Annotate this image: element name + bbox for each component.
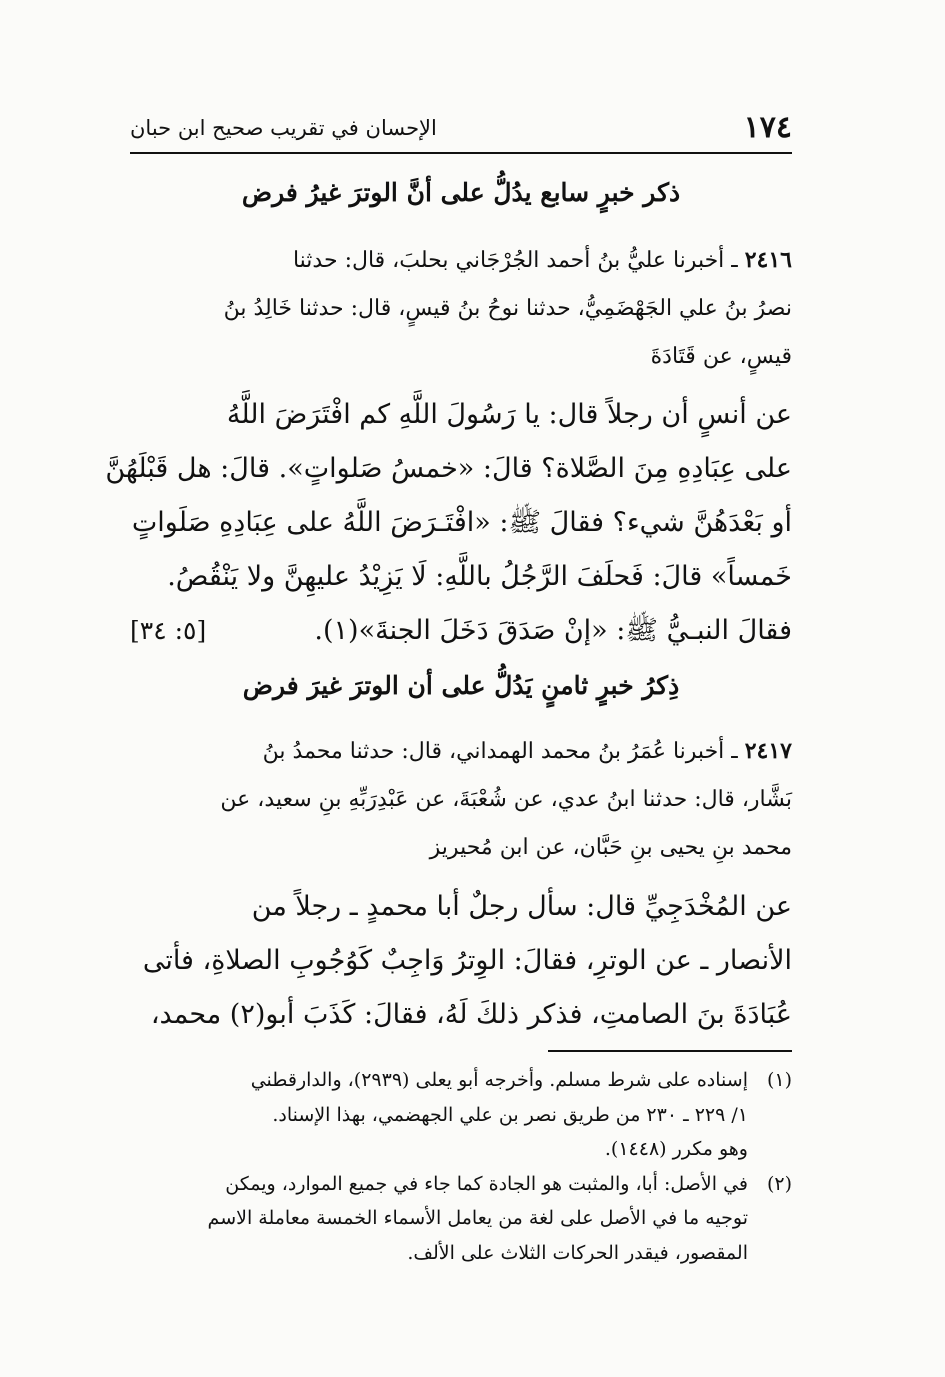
isnad-line: ٢٤١٧ ـ أخبرنا عُمَرُ بنُ محمد الهمداني، قال: حدثنا محمدُ بنُ bbox=[262, 738, 792, 764]
isnad-line: محمد بنِ يحيى بنِ حَبَّان، عن ابن مُحيريز bbox=[429, 835, 792, 860]
source-reference: [٥: ٣٤] bbox=[130, 616, 207, 645]
footnote-separator bbox=[548, 1050, 792, 1052]
section-heading-2: ذِكرُ خبرٍ ثامنٍ يَدُلُّ على أن الوترَ غيرَ فرض bbox=[242, 671, 680, 700]
matn-line: عن المُخْدَجِيِّ قال: سأل رجلٌ أبا محمدٍ ـ رجلاً من bbox=[251, 891, 792, 922]
hadith-number: ٢٤١٦ bbox=[744, 247, 792, 273]
isnad-line: بَشَّار، قال: حدثنا ابنُ عدي، عن شُعْبَةَ، عن عَبْدِرَبِّهِ بنِ سعيد، عن bbox=[220, 787, 792, 812]
matn-line-last: فقالَ النبـيُّ ﷺ: «إنْ صَدَقَ دَخَلَ الجنةَ»(١). [٥: ٣٤] bbox=[130, 604, 792, 658]
page-number: ١٧٤ bbox=[743, 110, 792, 145]
footnote-1 bbox=[130, 1063, 792, 1167]
matn-2416 bbox=[105, 388, 792, 658]
matn-line: خَمساً» قالَ: فَحلَفَ الرَّجُلُ باللَّهِ: لَا يَزِيْدُ عليهِنَّ ولا يَنْقُصُ. bbox=[167, 561, 792, 592]
footnote-text: في الأصل: أبا، والمثبت هو الجادة كما جاء في جميع الموارد، ويمكن توجيه ما في الأصل على لغة من يعامل الأسماء الخمسة معاملة الاسم المقصور، فيقدر الحركات الثلاث على الألف. bbox=[207, 1172, 748, 1264]
footnote-text: إسناده على شرط مسلم. وأخرجه أبو يعلى (٢٩٣٩)، والدارقطني ١/ ٢٢٩ ـ ٢٣٠ من طريق نصر بن علي الجهضمي، بهذا الإسناد. وهو مكرر (١٤٤٨). bbox=[250, 1069, 748, 1160]
footnote-2 bbox=[130, 1167, 792, 1271]
matn-line: أو بَعْدَهُنَّ شيء؟ فقالَ ﷺ: «افْتَـرَضَ اللَّهُ على عِبَادِهِ صَلَواتٍ bbox=[131, 507, 792, 538]
matn-line: الأنصار ـ عن الوترِ، فقالَ: الوِترُ وَاجِبٌ كَوُجُوبِ الصلاةِ، فأتى bbox=[142, 945, 792, 976]
footnote-marker: (١) bbox=[766, 1069, 792, 1091]
footnotes bbox=[130, 1063, 792, 1270]
section-heading-1: ذكر خبرٍ سابع يدُلُّ على أنَّ الوترَ غيرُ فرض bbox=[241, 178, 681, 207]
isnad-2416 bbox=[130, 236, 792, 381]
hadith-number: ٢٤١٧ bbox=[744, 738, 792, 764]
running-title: الإحسان في تقريب صحيح ابن حبان bbox=[130, 116, 437, 140]
matn-line: على عِبَادِهِ مِنَ الصَّلاة؟ قالَ: «خمسُ صَلواتٍ». قالَ: هل قَبْلَهُنَّ bbox=[105, 453, 792, 484]
page-header bbox=[130, 108, 792, 154]
isnad-2417 bbox=[130, 727, 792, 872]
matn-line: عُبَادَةَ بنَ الصامتِ، فذكر ذلكَ لَهُ، فقالَ: كَذَبَ أبو(٢) محمد، bbox=[150, 999, 792, 1030]
isnad-line: ٢٤١٦ ـ أخبرنا عليُّ بنُ أحمد الجُرْجَاني بحلبَ، قال: حدثنا bbox=[292, 247, 792, 273]
matn-line: عن أنسٍ أن رجلاً قال: يا رَسُولَ اللَّهِ كم افْتَرَضَ اللَّهُ bbox=[226, 399, 792, 430]
matn-2417 bbox=[130, 880, 792, 1042]
isnad-line: قيسٍ، عن قَتَادَةَ bbox=[650, 344, 792, 369]
footnote-marker: (٢) bbox=[766, 1172, 792, 1195]
isnad-line: نصرُ بنُ علي الجَهْضَمِيُّ، حدثنا نوحُ بنُ قيسٍ، قال: حدثنا خَالِدُ بنُ bbox=[223, 296, 792, 321]
